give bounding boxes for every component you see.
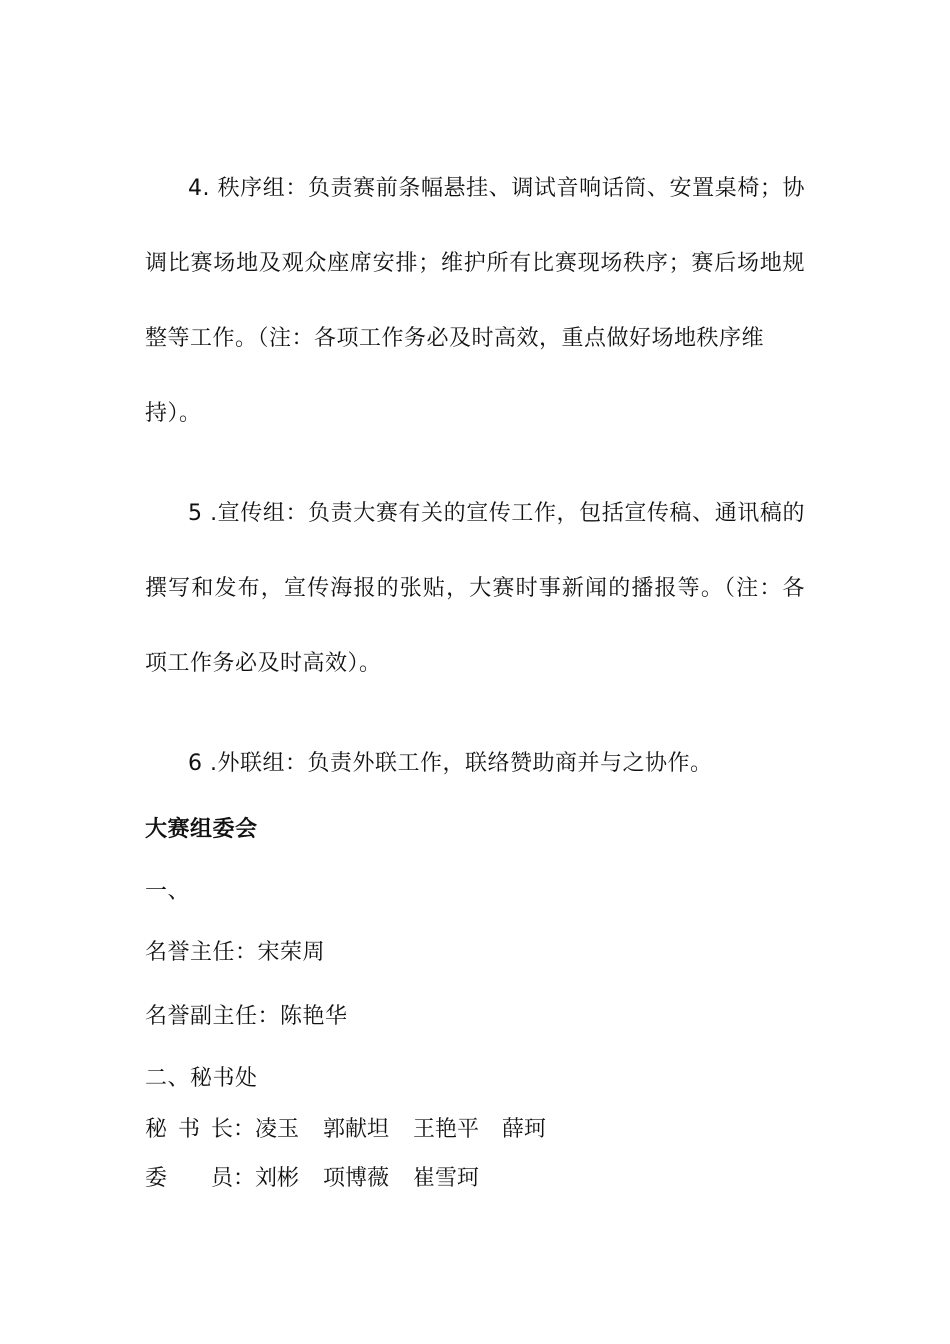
members-label-char: 员：: [211, 1166, 256, 1191]
secretary-general-label-char: 书: [178, 1117, 201, 1142]
paragraph-5-line-3: 项工作务必及时高效）。: [145, 651, 382, 676]
paragraph-5-line-2: 撰写和发布，宣传海报的张贴，大赛时事新闻的播报等。（注：各: [145, 576, 805, 601]
secretary-general-label-char: 秘: [145, 1117, 168, 1142]
members-name: 刘彬: [255, 1166, 300, 1191]
paragraph-4-line-1: 4. 秩序组：负责赛前条幅悬挂、调试音响话筒、安置桌椅；协: [188, 176, 805, 201]
section-one-heading: 一、: [145, 879, 191, 904]
secretary-general-name: 郭献坦: [323, 1117, 390, 1142]
members-name: 项博薇: [323, 1166, 390, 1191]
members-label-char: 委: [145, 1166, 168, 1191]
paragraph-4-line-2: 调比赛场地及观众座席安排；维护所有比赛现场秩序；赛后场地规: [145, 251, 805, 276]
committee-heading: 大赛组委会: [145, 817, 258, 842]
members-name: 崔雪珂: [413, 1166, 480, 1191]
honorary-deputy-director: 名誉副主任：陈艳华: [145, 1004, 348, 1029]
secretary-general-label-char: 长：: [211, 1117, 256, 1142]
secretary-general-name: 王艳平: [413, 1117, 480, 1142]
section-two-heading: 二、秘书处: [145, 1066, 258, 1091]
paragraph-4-line-4: 持）。: [145, 401, 202, 426]
secretary-general-name: 凌玉: [255, 1117, 300, 1142]
paragraph-6-line-1: 6 .外联组：负责外联工作，联络赞助商并与之协作。: [188, 751, 713, 776]
paragraph-4-line-3: 整等工作。（注：各项工作务必及时高效，重点做好场地秩序维: [145, 326, 765, 351]
paragraph-5-line-1: 5 .宣传组：负责大赛有关的宣传工作，包括宣传稿、通讯稿的: [188, 501, 805, 526]
secretary-general-name: 薛珂: [502, 1117, 547, 1142]
honorary-director: 名誉主任：宋荣周: [145, 940, 326, 965]
